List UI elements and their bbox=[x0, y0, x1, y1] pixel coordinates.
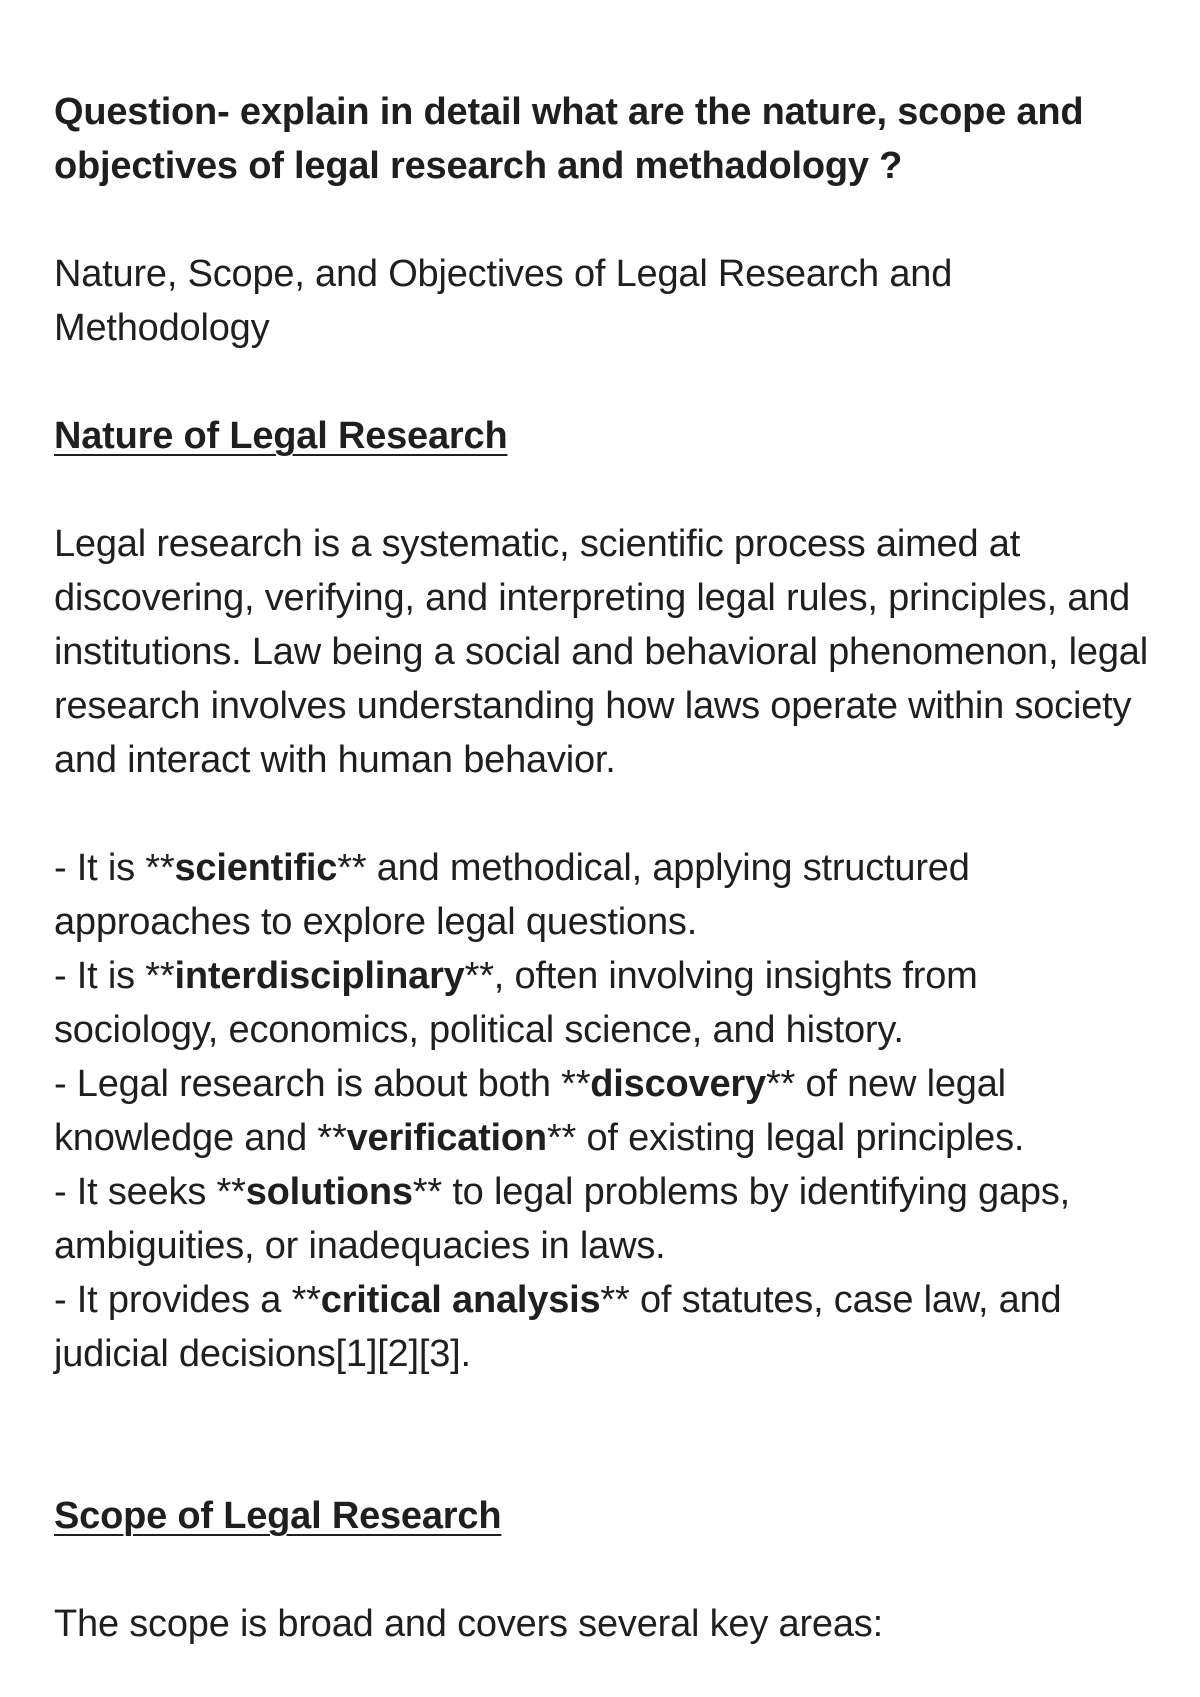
bullet-bold-term: interdisciplinary bbox=[174, 955, 465, 997]
bullet-text: ** of statutes, case law, and judicial decisions[1][2][3]. bbox=[54, 1279, 1062, 1375]
bullet-text: ** to legal problems by identifying gaps, ambiguities, or inadequacies in laws. bbox=[54, 1171, 1070, 1267]
bullet-text: **, often involving insights from sociology, economics, political science, and history. bbox=[54, 955, 978, 1051]
bullet-text: - It provides a ** bbox=[54, 1279, 321, 1321]
bullet-bold-term: scientific bbox=[174, 847, 338, 889]
bullet-text: - It is ** bbox=[54, 955, 175, 997]
scope-paragraph: The scope is broad and covers several key areas: bbox=[54, 1603, 883, 1645]
bullet-item bbox=[54, 949, 1150, 1057]
bullet-bold-term: critical analysis bbox=[320, 1279, 601, 1321]
bullet-text: ** of new legal knowledge and ** bbox=[54, 1063, 1006, 1159]
bullet-text: ** of existing legal principles. bbox=[546, 1117, 1025, 1159]
nature-heading: Nature of Legal Research bbox=[54, 415, 508, 457]
bullet-text: - It is ** bbox=[54, 847, 175, 889]
nature-bullet-list bbox=[54, 841, 1150, 1381]
document-title: Nature, Scope, and Objectives of Legal Research and Methodology bbox=[54, 253, 953, 349]
bullet-text: ** and methodical, applying structured approaches to explore legal questions. bbox=[54, 847, 970, 943]
scope-heading: Scope of Legal Research bbox=[54, 1495, 502, 1537]
bullet-bold-term: discovery bbox=[590, 1063, 766, 1105]
bullet-item bbox=[54, 1165, 1150, 1273]
question-text: Question- explain in detail what are the nature, scope and objectives of legal research and methadology ? bbox=[54, 91, 1084, 187]
bullet-item bbox=[54, 841, 1150, 949]
bullet-item bbox=[54, 1057, 1150, 1165]
bullet-bold-term: solutions bbox=[245, 1171, 413, 1213]
bullet-text: - It seeks ** bbox=[54, 1171, 246, 1213]
bullet-item bbox=[54, 1273, 1150, 1381]
nature-paragraph: Legal research is a systematic, scientific process aimed at discovering, verifying, and interpreting legal rules, principles, and institutions. Law being a social and behavioral phenomenon, legal research involves understanding how laws operate within society and interact with human behavior. bbox=[54, 523, 1148, 781]
bullet-bold-term: verification bbox=[346, 1117, 547, 1159]
bullet-text: - Legal research is about both ** bbox=[54, 1063, 591, 1105]
